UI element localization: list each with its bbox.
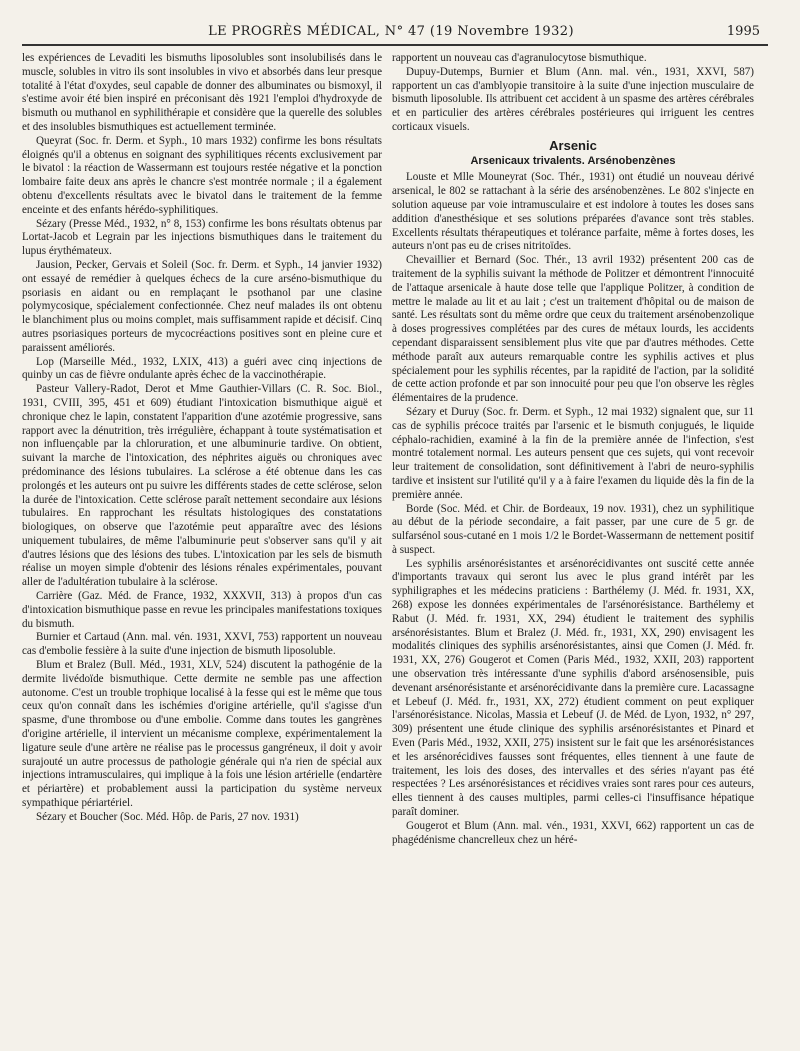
paragraph: Burnier et Cartaud (Ann. mal. vén. 1931, XXVI, 753) rapportent un nouveau cas d'embolie fessière à la suite d'une injection de bismuth liposoluble. — [22, 631, 382, 658]
paragraph: Sézary et Boucher (Soc. Méd. Hôp. de Paris, 27 nov. 1931) — [36, 810, 299, 823]
paragraph: Queyrat (Soc. fr. Derm. et Syph., 10 mars 1932) confirme les bons résultats éloignés qu'il a obtenus en soignant des syphilitiques récents exclusivement par le bivatol : la réaction de Wassermann est toujours restée négative et la ponction lombaire faite deux ans après le chancre s'est montrée normale ; il a également obtenu d'excellents résultats avec le bivatol dans le traitement de la femme enceinte et des enfants hérédo-syphilitiques. — [22, 134, 382, 216]
section-heading: Arsenic — [549, 137, 597, 153]
paragraph: Sézary et Duruy (Soc. fr. Derm. et Syph., 12 mai 1932) signalent que, sur 11 cas de syphilis précoce traités par l'arsenic et le bismuth conjugués, le liquide céphalo-rachidien, examiné à la fin de la première année de l'infection, s'est montré totalement normal. Les auteurs pensent que ces sujets, qui vont recevoir leur traitement de consolidation, sont définitivement à l'abri de neuro-syphilis tardive et insistent sur l'utilité qu'il y a à faire l'examen du liquide dès la fin de la première année. — [392, 405, 754, 501]
paragraph: Pasteur Vallery-Radot, Derot et Mme Gauthier-Villars (C. R. Soc. Biol., 1931, CVIII, 395, 451 et 609) étudiant l'intoxication bismuthique aiguë et chronique chez le lapin, constatent l'apparition d'une azotémie progressive, sans rapport avec la dénutrition, très irrégulière, échappant à toute systématisation et non influençable par la chloruration, et une albuminurie tardive. On obtient, suivant la marche de l'intoxication, des néphrites aiguës ou chroniques avec prédominance des lésions tubulaires. La sclérose a été obtenue dans les cas prolongés et les auteurs ont pu suivre les différents stades de cette sclérose, selon la durée de l'intoxication. Cette sclérose paraît nettement secondaire aux lésions tubulaires. En rapprochant les résultats histologiques des constatations biologiques, on observe que l'azotémie peut apparaître avec des lésions uniquement tubulaires, de même l'albuminurie peut s'observer sans qu'il y ait d'autres lésions que des lésions des tubes. L'intoxication par les sels de bismuth réalise un moyen simple d'obtenir des lésions rénales expérimentales, pouvant aller de l'adultération tubulaire à la sclérose. — [22, 383, 382, 589]
subsection-heading: Arsenicaux trivalents. Arsénobenzènes — [470, 154, 676, 167]
paragraph: les expériences de Levaditi les bismuths liposolubles sont insolubilisés dans le muscle, solubles in vitro ils sont insolubles in vivo et absorbés dans leur presque totalité à l'état d'oxydes, seul capable de donner des albuminates ou bismoxyl, il s'estime avoir été bien inspiré en préconisant dès 1921 l'emploi d'hydroxyde de bismuth ou muthanol en syphilithérapie et considère que la querelle des solubles et des insolubles bismuthiques est actuellement terminée. — [22, 52, 382, 133]
page-number: 1995 — [726, 24, 760, 39]
paragraph: Borde (Soc. Méd. et Chir. de Bordeaux, 19 nov. 1931), chez un syphilitique au début de la période secondaire, a fait passer, par une cure de 5 gr. de sulfarsénol sous-cutané en 1 mois 1/2 le Bordet-Wassermann de nettement positif à suspect. — [392, 502, 754, 556]
paragraph: rapportent un nouveau cas d'agranulocytose bismuthique. — [392, 52, 647, 64]
paragraph: Sézary (Presse Méd., 1932, n° 8, 153) confirme les bons résultats obtenus par Lortat-Jacob et Legrain par les injections bismuthiques dans le traitement du lupus érythémateux. — [22, 217, 382, 258]
paragraph: Lop (Marseille Méd., 1932, LXIX, 413) a guéri avec cinq injections de quinby un cas de fièvre ondulante après échec de la vaccinothérapie. — [22, 355, 382, 382]
header-rule — [22, 44, 768, 46]
paragraph: Jausion, Pecker, Gervais et Soleil (Soc. fr. Derm. et Syph., 14 janvier 1932) ont essayé de remédier à quelques échecs de la cure arséno-bismuthique du psoriasis en aidant ou en remplaçant le psothanol par une clasine polymycosique, spécialement confectionnée. Chez neuf malades ils ont obtenu le blanchiment plus ou moins complet, mais suffisamment rapide et décisif. Cinq autres psoriasiques porteurs de mycocréactions positives sont en pleine cure et paraissent améliorés. — [22, 258, 382, 354]
right-column — [392, 52, 754, 847]
left-column — [22, 52, 382, 825]
paragraph: Les syphilis arsénorésistantes et arsénorécidivantes ont suscité cette année d'importants travaux qui seront lus avec le plus grand intérêt par les syphiligraphes et les médecins praticiens : Barthélemy (J. Méd. fr. 1931, XX, 268) expose les données expérimentales de l'arsénorésistance. Barthélemy et Rabut (J. Méd. fr. 1931, XX, 294) étudient le traitement des syphilis arsénorésistantes. Blum et Bralez (J. Méd. fr., 1931, XX, 290) envisagent les modalités cliniques des syphilis arsénorésistantes, ainsi que Comen (J. Méd. fr. 1931, XX, 276) Gougerot et Comen (Paris Méd., 1932, XXII, 203) rapportent une observation très intéressante d'une syphilis d'abord arsénosensible, puis devenant arsénorésistante et arsénorécidivante dans la première cure. Lacassagne et Lebeuf (J. Méd. fr., 1931, XX, 272) étudient comment on peut expliquer l'arsénorésistance. Nicolas, Massia et Lebeuf (J. de Méd. de Lyon, 1932, n° 297, 309) présentent une étude clinique des syphilis arsénorésistantes et Pinard et Even (Paris Méd., 1932, XXII, 275) insistent sur le fait que les arsénorésistances et les arsénorécidives fausses sont fréquentes, elles tiennent à une faute de traitement, les lois des doses, des intervalles et des séries n'ayant pas été respectées ? Les arsénorésistances et récidives vraies sont rares pour ces auteurs, elles tiennent à des causes multiples, parmi celles-ci l'insuffisance hépatique paraît dominer. — [392, 557, 754, 819]
paragraph: Dupuy-Dutemps, Burnier et Blum (Ann. mal. vén., 1931, XXVI, 587) rapportent un cas d'amblyopie transitoire à la suite d'une injection musculaire de bismuth liposoluble. Ils attribuent cet accident à un spasme des artères cérébrales et en particulier des artères cérébrales postérieures qui irriguent les centres corticaux visuels. — [392, 65, 754, 133]
paragraph: Blum et Bralez (Bull. Méd., 1931, XLV, 524) discutent la pathogénie de la dermite livédoïde bismuthique. Cette dermite ne semble pas une affection autonome. C'est un trouble trophique localisé à la fesse qui est le même que tous ceux qu'on connaît dans les ischémies d'origine artérielle, qu'il s'agisse d'un spasme, d'une thrombose ou d'une embolie. Comme dans toutes les gangrènes d'origine artérielle, il intervient un mécanisme complexe, expérimentalement la ligature seule d'une artère ne réalise pas le processus gangréneux, il doit y avoir surajouté un autre processus de pathologie générale qui n'a rien de spécial aux injections intramusculaires, qui implique à la fois une lésion artérielle (endartère et périartère) et probablement aussi la participation du système nerveux sympathique périartériel. — [22, 659, 382, 810]
paragraph: Gougerot et Blum (Ann. mal. vén., 1931, XXVI, 662) rapportent un cas de phagédénisme chancrelleux chez un héré- — [392, 819, 754, 846]
paragraph: Carrière (Gaz. Méd. de France, 1932, XXXVII, 313) à propos d'un cas d'intoxication bismuthique passe en revue les principales manifestations toxiques du bismuth. — [22, 590, 382, 630]
page-header — [22, 14, 760, 40]
running-title: LE PROGRÈS MÉDICAL, N° 47 (19 Novembre 1932) — [208, 24, 574, 39]
paragraph: Chevaillier et Bernard (Soc. Thér., 13 avril 1932) présentent 200 cas de traitement de la syphilis suivant la méthode de Politzer et démontrent l'innocuité de l'attaque arsenicale à haute dose telle que l'applique Politzer, à condition de mettre le malade au lit et au lait ; c'est un traitement d'hôpital ou de maison de santé. Les résultats sont du même ordre que ceux du traitement arsénobenzolique à doses progressives complétées par des cures de métaux lourds, les accidents cependant disparaissent sensiblement plus vite que par d'autres méthodes. Cette méthode paraît aux auteurs remarquable contre les syphilis actives et plus spécialement pour les syphilis récentes, par la rapidité de l'action, par la solidité de cette action profonde et par son innocuité pour peu que l'on observe les règles élémentaires de la prudence. — [392, 254, 754, 405]
paragraph: Louste et Mlle Mouneyrat (Soc. Thér., 1931) ont étudié un nouveau dérivé arsenical, le 802 se rattachant à la série des arsénobenzènes. Le 802 s'injecte en solution aqueuse par voie intramusculaire et est indolore à toutes les doses sans addition d'anesthésique et ses solutions préparées d'avance sont très stables. Excellents résultats thérapeutiques et tolérance parfaite, même à fortes doses, les auteurs n'ont pas eu de crises nitritoïdes. — [392, 171, 754, 253]
